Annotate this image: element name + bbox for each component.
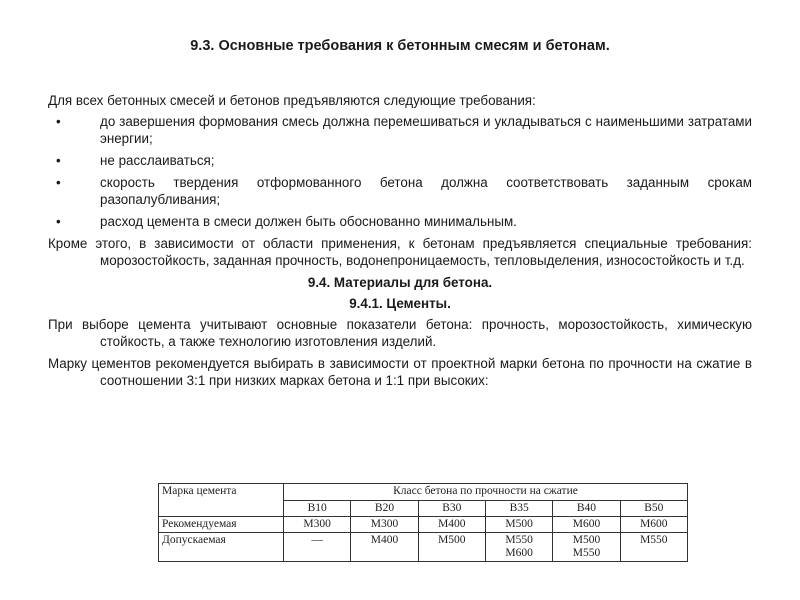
- table-cell: M300: [351, 517, 418, 533]
- class-cell: B20: [351, 501, 418, 517]
- row-label: Рекомендуемая: [159, 517, 284, 533]
- table-corner-header: Марка цемента: [159, 484, 284, 517]
- requirements-intro: Для всех бетонных смесей и бетонов предъявляются следующие требования:: [48, 93, 536, 108]
- table-cell: M400: [351, 533, 418, 562]
- table-cell: M550 M600: [485, 533, 552, 562]
- document-body: [48, 92, 752, 394]
- class-cell: B35: [485, 501, 552, 517]
- table-cell: M600: [620, 517, 687, 533]
- table-cell: M500 M550: [553, 533, 620, 562]
- class-cell: B50: [620, 501, 687, 517]
- bullet-item: [48, 152, 752, 169]
- bullet-text: не расслаиваться;: [100, 153, 215, 168]
- table-cell: M550: [620, 533, 687, 562]
- table-header-row: [159, 484, 688, 501]
- class-cell: B10: [284, 501, 351, 517]
- cement-selection-paragraph: При выборе цемента учитывают основные показатели бетона: прочность, морозостойкость, химическую стойкость, а также технологию изготовления изделий.: [48, 317, 752, 349]
- cement-grade-table: [158, 483, 688, 562]
- table-row: [159, 517, 688, 533]
- bullet-item: [48, 174, 752, 208]
- class-cell: B30: [418, 501, 485, 517]
- cement-grade-paragraph: Марку цементов рекомендуется выбирать в зависимости от проектной марки бетона по прочности на сжатие в соотношении 3:1 при низких марках бетона и 1:1 при высоких:: [48, 356, 752, 388]
- bullet-icon: •: [56, 114, 61, 129]
- table-cell: M500: [485, 517, 552, 533]
- section-title: 9.3. Основные требования к бетонным смесям и бетонам.: [190, 38, 610, 54]
- concrete-class-header: Класс бетона по прочности на сжатие: [284, 484, 688, 501]
- bullet-item: [48, 113, 752, 147]
- cements-heading: 9.4.1. Цементы.: [349, 296, 451, 311]
- bullet-text: до завершения формования смесь должна перемешиваться и укладываться с наименьшими затратами энергии;: [100, 114, 752, 146]
- table-cell: M400: [418, 517, 485, 533]
- bullet-text: расход цемента в смеси должен быть обоснованно минимальным.: [100, 214, 517, 229]
- bullet-text: скорость твердения отформованного бетона должна соответствовать заданным срокам разопалубливания;: [100, 175, 752, 207]
- table-cell: M500: [418, 533, 485, 562]
- table-cell: —: [284, 533, 351, 562]
- bullet-icon: •: [56, 214, 61, 229]
- materials-heading: 9.4. Материалы для бетона.: [307, 275, 493, 290]
- row-label: Допускаемая: [159, 533, 284, 562]
- special-requirements-paragraph: Кроме этого, в зависимости от области применения, к бетонам предъявляется специальные требования: морозостойкость, заданная прочность, водонепроницаемость, тепловыделения, износостойкость и т.д.: [48, 236, 752, 268]
- table-cell: M600: [553, 517, 620, 533]
- class-cell: B40: [553, 501, 620, 517]
- bullet-icon: •: [56, 153, 61, 168]
- bullet-icon: •: [56, 175, 61, 190]
- bullet-item: [48, 213, 752, 230]
- cement-grade-table-wrapper: [158, 483, 688, 562]
- table-row: [159, 533, 688, 562]
- table-cell: M300: [284, 517, 351, 533]
